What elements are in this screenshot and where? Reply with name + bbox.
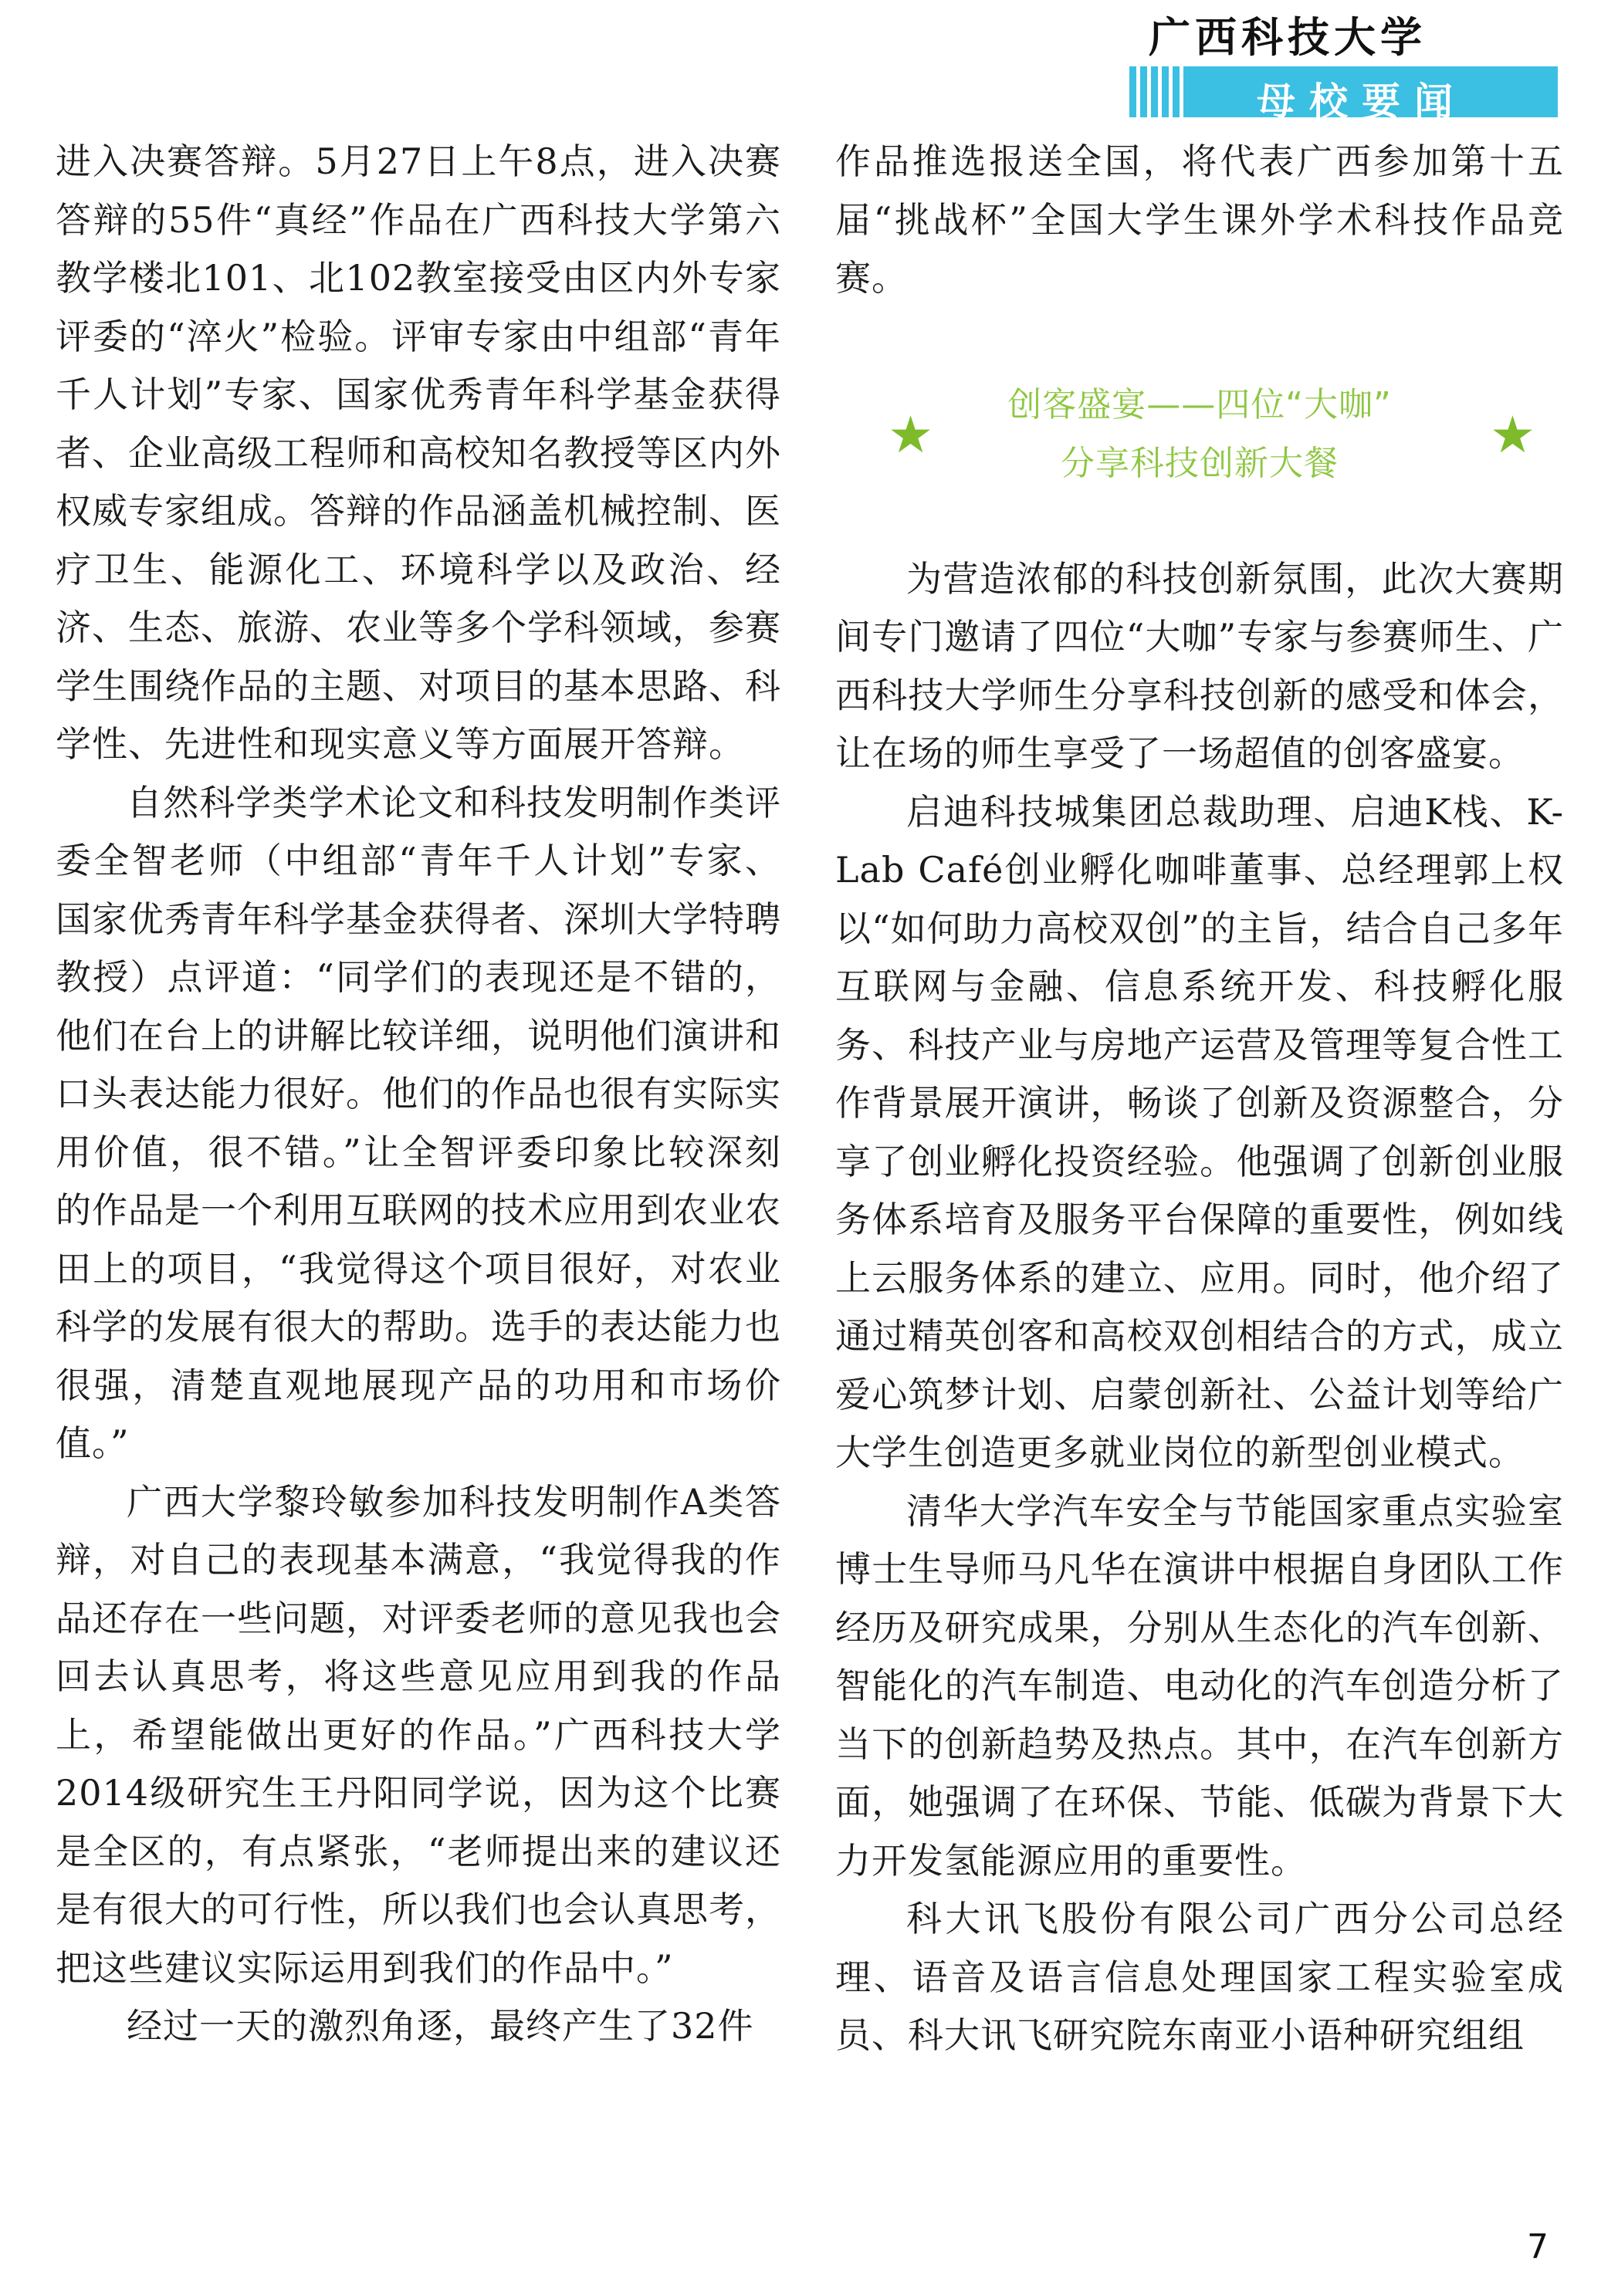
subheading-line-1: 创客盛宴——四位“大咖”	[1007, 384, 1392, 424]
article-paragraph: 清华大学汽车安全与节能国家重点实验室博士生导师马凡华在演讲中根据自身团队工作经历及研究成果，分别从生态化的汽车创新、智能化的汽车制造、电动化的汽车创造分析了当下的创新趋势及热点。其中，在汽车创新方面，她强调了在环保、节能、低碳为背景下大力开发氢能源应用的重要性。	[835, 1490, 1564, 1882]
university-name: 广西科技大学	[1149, 12, 1427, 62]
section-banner	[1125, 66, 1558, 124]
article-paragraph: 为营造浓郁的科技创新氛围，此次大赛期间专门邀请了四位“大咖”专家与参赛师生、广西科技大学师生分享科技创新的感受和体会，让在场的师生享受了一场超值的创客盛宴。	[835, 557, 1564, 774]
article-paragraph: 经过一天的激烈角逐，最终产生了32件	[127, 2005, 754, 2047]
article-paragraph: 广西大学黎玲敏参加科技发明制作A类答辩，对自己的表现基本满意，“我觉得我的作品还存在一些问题，对评委老师的意见我也会回去认真思考，将这些意见应用到我的作品上，希望能做出更好的作品。”广西科技大学2014级研究生王丹阳同学说，因为这个比赛是全区的，有点紧张，“老师提出来的建议还是有很大的可行性，所以我们也会认真思考，把这些建议实际运用到我们的作品中。”	[56, 1480, 781, 1989]
left-column	[56, 133, 781, 2056]
section-title: 母校要闻	[1257, 79, 1467, 124]
article-paragraph: 自然科学类学术论文和科技发明制作类评委全智老师（中组部“青年千人计划”专家、国家优秀青年科学基金获得者、深圳大学特聘教授）点评道：“同学们的表现还是不错的，他们在台上的讲解比较详细，说明他们演讲和口头表达能力很好。他们的作品也很有实际实用价值，很不错。”让全智评委印象比较深刻的作品是一个利用互联网的技术应用到农业农田上的项目，“我觉得这个项目很好，对农业科学的发展有很大的帮助。选手的表达能力也很强，清楚直观地展现产品的功用和市场价值。”	[56, 781, 781, 1464]
subheading-text	[912, 376, 1487, 493]
article-paragraph: 作品推选报送全国，将代表广西参加第十五届“挑战杯”全国大学生课外学术科技作品竞赛。	[835, 140, 1564, 299]
subheading-line-2: 分享科技创新大餐	[1061, 443, 1339, 483]
masthead	[1125, 5, 1558, 124]
article-paragraph: 进入决赛答辩。5月27日上午8点，进入决赛答辩的55件“真经”作品在广西科技大学第六教学楼北101、北102教室接受由区内外专家评委的“淬火”检验。评审专家由中组部“青年千人计划”专家、国家优秀青年科学基金获得者、企业高级工程师和高校知名教授等区内外权威专家组成。答辩的作品涵盖机械控制、医疗卫生、能源化工、环境科学以及政治、经济、生态、旅游、农业等多个学科领域，参赛学生围绕作品的主题、对项目的基本思路、科学性、先进性和现实意义等方面展开答辩。	[56, 140, 781, 765]
page-number: 7	[1527, 2227, 1549, 2267]
article-paragraph: 科大讯飞股份有限公司广西分公司总经理、语音及语言信息处理国家工程实验室成员、科大讯飞研究院东南亚小语种研究组组	[835, 1898, 1564, 2056]
article-paragraph: 启迪科技城集团总裁助理、启迪K栈、K-Lab Café创业孵化咖啡董事、总经理郭上权以“如何助力高校双创”的主旨，结合自己多年互联网与金融、信息系统开发、科技孵化服务、科技产业与房地产运营及管理等复合性工作背景展开演讲，畅谈了创新及资源整合，分享了创业孵化投资经验。他强调了创新创业服务体系培育及服务平台保障的重要性，例如线上云服务体系的建立、应用。同时，他介绍了通过精英创客和高校双创相结合的方式，成立爱心筑梦计划、启蒙创新社、公益计划等给广大学生创造更多就业岗位的新型创业模式。	[835, 790, 1564, 1473]
star-icon: ★	[888, 404, 935, 465]
section-subheading	[835, 376, 1564, 513]
banner-stripes	[1125, 66, 1186, 117]
star-icon: ★	[1489, 404, 1536, 465]
right-column	[835, 133, 1564, 2065]
